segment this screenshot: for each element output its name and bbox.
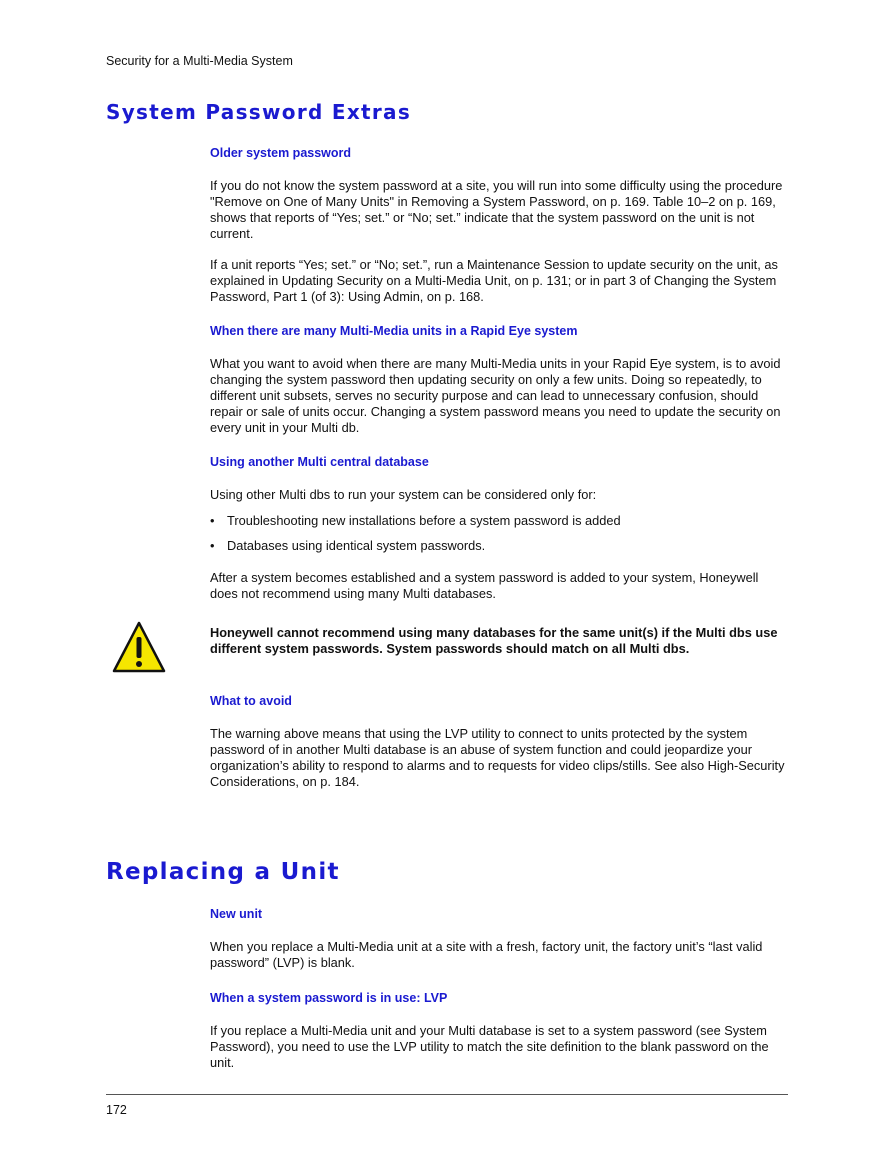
- section-title-replacing-a-unit: Replacing a Unit: [106, 859, 340, 885]
- bullet-icon: •: [210, 538, 215, 553]
- paragraph: The warning above means that using the LVP utility to connect to units protected by the system password of in another Multi database is an abuse of system function and could jeopardize your organization’s ability to respond to alarms and to requests for video clips/stills. See also High-Security Considerations, on p. 184.: [210, 726, 785, 789]
- page-number: 172: [106, 1103, 127, 1117]
- paragraph: After a system becomes established and a system password is added to your system, Honeywell does not recommend using many Multi databases.: [210, 570, 759, 601]
- paragraph: If a unit reports “Yes; set.” or “No; set.”, run a Maintenance Session to update security on the unit, as explained in Updating Security on a Multi-Media Unit, on p. 131; or in part 3 of Changing the System Password, Part 1 (of 3): Using Admin, on p. 168.: [210, 257, 778, 304]
- older-password-block: [210, 146, 788, 160]
- lvp-paragraph: [210, 1023, 788, 1071]
- running-header: Security for a Multi-Media System: [106, 54, 293, 68]
- many-units-block: [210, 324, 788, 338]
- section-title-system-password-extras: System Password Extras: [106, 100, 412, 124]
- paragraph: What you want to avoid when there are many Multi-Media units in your Rapid Eye system, is to avoid changing the system password then updating security on only a few units. Doing so repeatedly, to different unit subsets, serves no security purpose and can lead to unnecessary confusion, should repair or sale of units occur. Changing a system password means you need to update the security on every unit in your Multi db.: [210, 356, 781, 435]
- what-to-avoid-block: [210, 694, 788, 708]
- list-item: [210, 513, 788, 529]
- warning-triangle-icon: [112, 620, 166, 674]
- list-item-text: Databases using identical system passwords.: [227, 538, 486, 553]
- paragraph: If you do not know the system password at a site, you will run into some difficulty using the procedure "Remove on One of Many Units" in Removing a System Password, on p. 169. Table 10–2 on p. 169, shows that reports of “Yes; set.” or “No; set.” indicate that the system password on the unit is not current.: [210, 178, 783, 241]
- older-password-paragraph-2: [210, 257, 788, 305]
- new-unit-block: [210, 907, 788, 921]
- paragraph: Using other Multi dbs to run your system can be considered only for:: [210, 487, 597, 502]
- lvp-block: [210, 991, 788, 1005]
- warning-block: [210, 625, 788, 657]
- subheading-new-unit: New unit: [210, 907, 263, 921]
- new-unit-paragraph: [210, 939, 788, 971]
- what-to-avoid-paragraph: [210, 726, 788, 790]
- footer-divider: [106, 1094, 788, 1095]
- list-item-text: Troubleshooting new installations before a system password is added: [227, 513, 621, 528]
- another-db-bullet-list: [210, 513, 788, 563]
- bullet-icon: •: [210, 513, 215, 528]
- subheading-what-to-avoid: What to avoid: [210, 694, 292, 708]
- many-units-paragraph: [210, 356, 788, 436]
- older-password-paragraph-1: [210, 178, 788, 242]
- bullet-list: [210, 513, 788, 554]
- another-db-block: [210, 455, 788, 469]
- paragraph: When you replace a Multi-Media unit at a site with a fresh, factory unit, the factory unit’s “last valid password” (LVP) is blank.: [210, 939, 763, 970]
- subheading-another-db: Using another Multi central database: [210, 455, 429, 469]
- subheading-lvp: When a system password is in use: LVP: [210, 991, 448, 1005]
- subheading-many-units: When there are many Multi-Media units in a Rapid Eye system: [210, 324, 578, 338]
- warning-text: Honeywell cannot recommend using many databases for the same unit(s) if the Multi dbs use different system passwords. System passwords should match on all Multi dbs.: [210, 625, 778, 656]
- list-item: [210, 538, 788, 554]
- subheading-older-password: Older system password: [210, 146, 352, 160]
- another-db-after: [210, 570, 788, 602]
- paragraph: If you replace a Multi-Media unit and your Multi database is set to a system password (see System Password), you need to use the LVP utility to match the site definition to the blank password on the unit.: [210, 1023, 769, 1070]
- another-db-intro: [210, 487, 788, 503]
